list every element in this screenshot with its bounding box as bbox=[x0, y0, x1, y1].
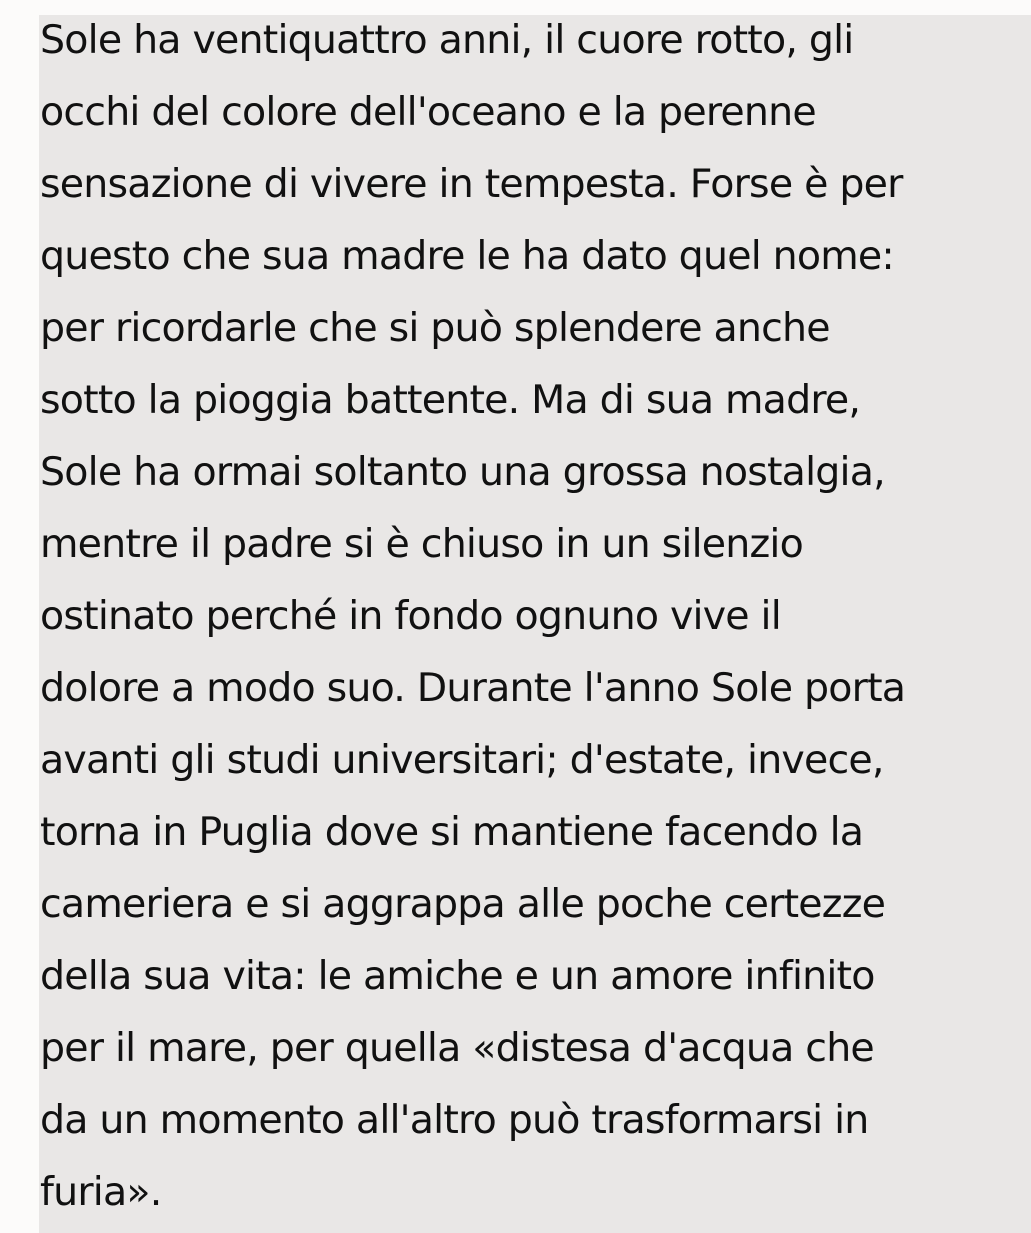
description-line-2: occhi del colore dell'oceano e la perenne bbox=[40, 89, 816, 135]
description-line-14: della sua vita: le amiche e un amore infinito bbox=[40, 953, 875, 999]
description-line-13: cameriera e si aggrappa alle poche certezze bbox=[40, 881, 886, 927]
description-line-15: per il mare, per quella «distesa d'acqua che bbox=[40, 1025, 874, 1071]
description-line-11: avanti gli studi universitari; d'estate, invece, bbox=[40, 737, 884, 783]
description-line-1: Sole ha ventiquattro anni, il cuore rotto, gli bbox=[40, 17, 854, 63]
description-line-12: torna in Puglia dove si mantiene facendo la bbox=[40, 809, 864, 855]
description-line-7: Sole ha ormai soltanto una grossa nostalgia, bbox=[40, 449, 885, 495]
description-block bbox=[39, 15, 1031, 1233]
description-line-16: da un momento all'altro può trasformarsi in bbox=[40, 1097, 869, 1143]
description-line-5: per ricordarle che si può splendere anche bbox=[40, 305, 830, 351]
description-line-4: questo che sua madre le ha dato quel nome: bbox=[40, 233, 894, 279]
description-line-6: sotto la pioggia battente. Ma di sua madre, bbox=[40, 377, 861, 423]
description-line-3: sensazione di vivere in tempesta. Forse è per bbox=[40, 161, 903, 207]
description-line-8: mentre il padre si è chiuso in un silenzio bbox=[40, 521, 803, 567]
description-line-9: ostinato perché in fondo ognuno vive il bbox=[40, 593, 781, 639]
description-line-17: furia». bbox=[40, 1169, 162, 1215]
description-line-10: dolore a modo suo. Durante l'anno Sole porta bbox=[40, 665, 906, 711]
